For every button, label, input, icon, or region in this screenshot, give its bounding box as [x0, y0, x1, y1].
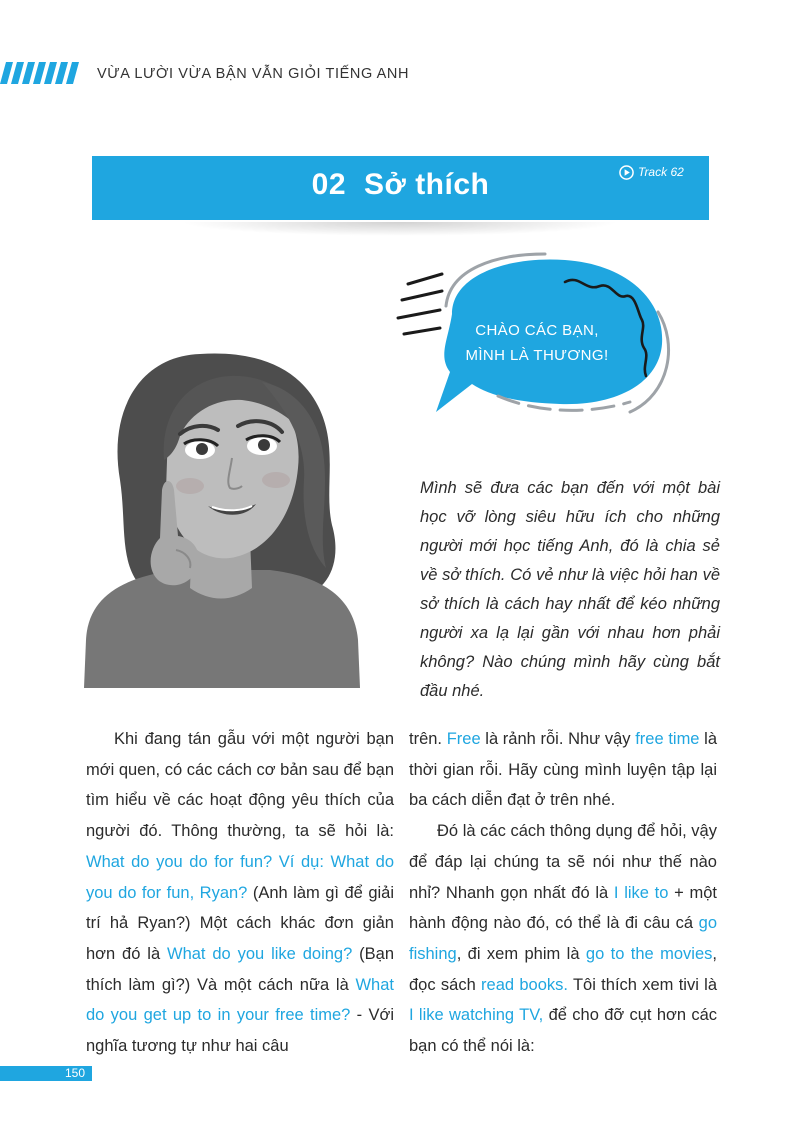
intro-paragraph: Mình sẽ đưa các bạn đến với một bài học vỡ lòng siêu hữu ích cho những người mới học tiếng Anh, đó là chia sẻ về sở thích. Có vẻ như là việc hỏi han về sở thích là cách hay nhất để kéo những người xa lạ lại gần với nhau hơn phải không? Nào chúng mình hãy cùng bắt đầu nhé. [420, 479, 720, 700]
header-stripes [0, 62, 90, 84]
text-run: - Với nghĩa tương tự như hai câu [86, 1006, 395, 1056]
highlight-phrase: read books. [481, 975, 568, 994]
highlight-phrase: Free [446, 730, 481, 748]
audio-track[interactable] [619, 164, 684, 180]
text-run: + một hành động nào đó, có thể là đi câu cá [409, 883, 717, 933]
lesson-banner [92, 156, 709, 220]
text-run: , đọc sách [409, 944, 717, 994]
left-paragraph [86, 724, 394, 1062]
track-label: Track 62 [638, 165, 684, 179]
highlight-phrase: What do you like doing? [167, 944, 353, 963]
page-number: 150 [65, 1066, 86, 1080]
lesson-title [92, 168, 709, 202]
highlight-phrase: What do you get up to in your free time? [86, 975, 394, 1025]
highlight-phrase: I like to [613, 883, 669, 902]
text-run: (Anh làm gì để giải trí hả Ryan?) Một cách khác đơn giản hơn đó là [86, 883, 394, 963]
right-paragraph-2 [409, 816, 717, 1062]
text-run: là thời gian rỗi. Hãy cùng mình luyện tập lại ba cách diễn đạt ở trên nhé. [409, 730, 718, 810]
text-run: Tôi thích xem tivi là [567, 975, 718, 994]
text-run: để cho đỡ cụt hơn các bạn có thể nói là: [409, 1006, 717, 1056]
play-icon [619, 165, 634, 180]
greeting-line-1: CHÀO CÁC BẠN, [475, 322, 599, 339]
right-column [409, 724, 717, 1062]
greeting-line-2: MÌNH LÀ THƯƠNG! [465, 347, 609, 364]
book-title: VỪA LƯỜI VỪA BẬN VẪN GIỎI TIẾNG ANH [97, 66, 410, 82]
highlight-phrase: go fishing [409, 914, 717, 963]
highlight-phrase: I like watching TV, [409, 1006, 544, 1025]
woman-illustration [80, 340, 370, 688]
text-run: (Bạn thích làm gì?) Và một cách nữa là [86, 944, 395, 994]
banner-shadow [180, 222, 620, 236]
highlight-phrase: free time [635, 730, 700, 748]
left-column [86, 724, 394, 1062]
text-run: là rảnh rỗi. Như vậy [480, 730, 636, 748]
highlight-phrase: What do you do for fun? Ví dụ: What do you do for fun, Ryan? [86, 852, 394, 902]
text-run: trên. [409, 730, 447, 748]
lesson-number: 02 [311, 168, 347, 201]
speech-bubble-text [462, 318, 612, 368]
text-run: Khi đang tán gẫu với một người bạn mới quen, có các cách cơ bản sau để bạn tìm hiểu về các hoạt động yêu thích của người đó. Thông thường, ta sẽ hỏi là: [86, 730, 394, 841]
right-paragraph-1 [409, 724, 717, 816]
text-run: , đi xem phim là [456, 944, 586, 963]
highlight-phrase: go to the movies [585, 944, 713, 963]
lesson-name: Sở thích [364, 168, 490, 201]
text-run: Đó là các cách thông dụng để hỏi, vậy để đáp lại chúng ta sẽ nói như thế nào nhỉ? Nhanh gọn nhất đó là [409, 822, 717, 902]
